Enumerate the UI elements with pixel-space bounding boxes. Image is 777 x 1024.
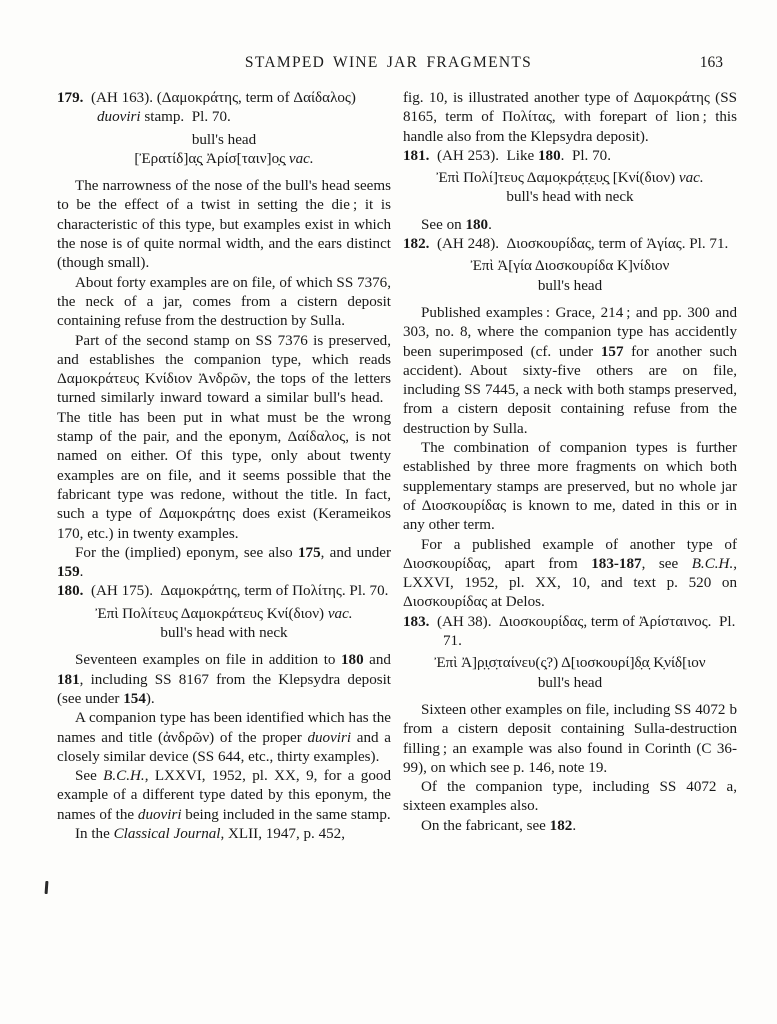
- body-paragraph: For a published example of another type of Διοσκουρίδας, apart from 183-187, see B.C.H., LXXVI, 1952, pl. XX, 10, and text p. 520 on Διοσκουρίδας at Delos.: [403, 536, 737, 611]
- body-paragraph: On the fabricant, see 182.: [421, 817, 577, 834]
- stamp-reading: Ἐπὶ Ἀ]ρ̣ι̣σ̣ταίνευ(ς̣?) Δ[ιοσκουρί]δ̣α̣ Κ̣νίδ[ιον: [434, 655, 706, 672]
- page-header: [0, 53, 777, 73]
- body-paragraph: The narrowness of the nose of the bull's head seems to be the effect of a twist in setting the die ; it is characteristic of this type, but examples exist in which the nose is of quite normal width, and the ears distinct (though small).: [57, 178, 391, 272]
- entry-heading: 183. (AH 38). Διοσκουρίδας, term of Ἀρίσταινος. Pl. 71.: [403, 613, 736, 650]
- body-paragraph: About forty examples are on file, of which SS 7376, the neck of a jar, comes from a cistern deposit containing refuse from the destruction by Sulla.: [57, 274, 391, 330]
- body-paragraph: Published examples : Grace, 214 ; and pp. 300 and 303, no. 8, where the companion type has accidently been superimposed (cf. under 157 for another such accident). About sixty-five others are on file, including SS 7445, a neck with both stamps preserved, from a cistern deposit containing refuse from the destruction by Sulla.: [403, 304, 737, 437]
- device-caption: bull's head with neck: [160, 625, 288, 642]
- body-paragraph: Seventeen examples on file in addition to 180 and 181, including SS 8167 from the Klepsydra deposit (see under 154).: [57, 652, 391, 707]
- body-paragraph: In the Classical Journal, XLII, 1947, p. 452,: [75, 825, 345, 842]
- body-paragraph: For the (implied) eponym, see also 175, and under 159.: [57, 544, 392, 581]
- text-columns: [57, 89, 737, 844]
- entry-heading: 179. (AH 163). (Δαμοκράτης, term of Δαίδαλος) duoviri stamp. Pl. 70.: [57, 90, 356, 126]
- body-paragraph: Of the companion type, including SS 4072 a, sixteen examples also.: [403, 779, 737, 815]
- body-paragraph: See B.C.H., LXXVI, 1952, pl. XX, 9, for a good example of a different type dated by this eponym, the names of the duoviri being included in the same stamp.: [57, 768, 391, 823]
- body-paragraph: A companion type has been identified which has the names and title (ἀνδρῶν) of the proper duoviri and a closely similar device (SS 644, etc., thirty examples).: [57, 710, 391, 765]
- device-caption: bull's head: [537, 674, 603, 691]
- running-title: STAMPED WINE JAR FRAGMENTS: [244, 54, 533, 71]
- body-paragraph: See on 180.: [421, 216, 492, 233]
- body-paragraph: The combination of companion types is further established by three more fragments on which both supplementary stamps are preserved, but no whole jar of Διοσκουρίδας is known to me, dated in this or in any other term.: [403, 440, 737, 534]
- right-column: [403, 89, 737, 844]
- page-number: 163: [699, 54, 723, 71]
- stamp-reading: Ἐπὶ Πολί]τευς Δαμο̣κρά̣τ̣ε̣υ̣ς̣ [Κνί(διον) vac.: [436, 170, 704, 187]
- entry-heading: 180. (AH 175). Δαμοκράτης, term of Πολίτης. Pl. 70.: [57, 583, 389, 600]
- stamp-reading: Ἐπὶ Ἀ[γία Διοσκουρίδα Κ]νίδιον: [470, 258, 670, 275]
- device-caption: bull's head: [537, 277, 603, 294]
- body-paragraph-continuation: fig. 10, is illustrated another type of Δαμοκράτης (SS 8165, term of Πολίτας, with forepart of lion ; this handle also from the Klepsydra deposit).: [403, 90, 737, 145]
- stray-ink-mark: [45, 881, 49, 894]
- left-column: [57, 89, 391, 844]
- entry-heading: 181. (AH 253). Like 180. Pl. 70.: [403, 147, 611, 164]
- stamp-reading: [Ἐρατίδ]α̣ς̣ Ἀρίσ[ταιν]ο̣ς̣ vac.: [134, 150, 314, 167]
- device-caption: bull's head: [191, 131, 257, 148]
- body-paragraph: Sixteen other examples on file, including SS 4072 b from a cistern deposit containing Sulla-destruction filling ; an example was also found in Corinth (C 36-99), on which see p. 146, note 19.: [403, 701, 737, 776]
- body-paragraph: Part of the second stamp on SS 7376 is preserved, and establishes the companion type, which reads Δαμοκράτευς Κνίδιον Ἀνδρῶν, the tops of the letters turned similarly inward toward a similar bull's head. The title has been put in what must be the wrong stamp of the pair, and the eponym, Δαίδαλος, is not named on either. Of this type, only about twenty examples are on file, and it seems possible that the fabricant type was redone, without the title. In fact, such a type of Δαμοκράτης does exist (Kerameikos 170, etc.) in twenty examples.: [57, 332, 391, 542]
- stamp-reading: Ἐπὶ Πολίτευς Δαμοκράτευς Κνί(διον) vac.: [95, 605, 353, 622]
- device-caption: bull's head with neck: [506, 189, 634, 206]
- entry-heading: 182. (AH 248). Διοσκουρίδας, term of Ἀγίας. Pl. 71.: [403, 236, 729, 253]
